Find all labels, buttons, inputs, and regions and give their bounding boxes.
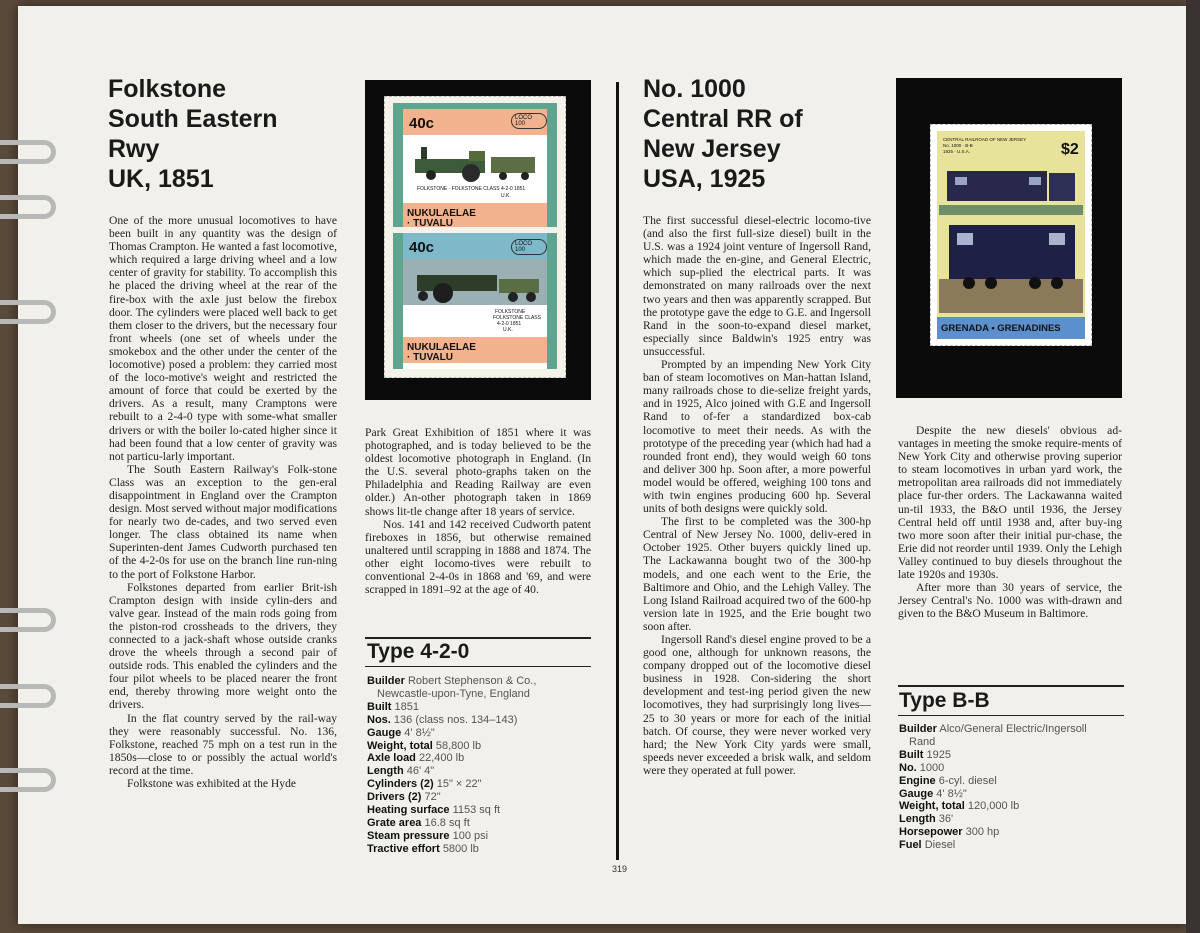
spec-label: Weight, total — [899, 800, 965, 813]
spec-value: 46' 4" — [406, 765, 435, 778]
spec-label: Built — [899, 748, 924, 761]
spec-row — [367, 727, 591, 740]
loco-badge: LOCO 100 — [511, 113, 547, 129]
spec-value: Alco/General Electric/Ingersoll — [939, 723, 1087, 735]
stamp-caption: 1925 · U.S.A. — [943, 149, 971, 154]
stamp-value: 40c — [409, 115, 435, 132]
title-line: Rwy — [108, 135, 160, 163]
spec-row — [367, 688, 591, 701]
spec-label: Steam pressure — [367, 829, 450, 842]
spec-label: Tractive effort — [367, 842, 440, 855]
title-line: USA, 1925 — [643, 165, 766, 193]
right-column-1 — [643, 214, 871, 777]
spec-label: Horsepower — [899, 826, 963, 839]
spec-label: Length — [899, 813, 936, 826]
stamp-caption: U.K. — [503, 327, 513, 333]
spec-value: Robert Stephenson & Co., — [407, 675, 537, 687]
left-column-1 — [109, 214, 337, 790]
left-column-2 — [365, 426, 591, 596]
spec-value: 6-cyl. diesel — [938, 774, 997, 787]
spec-row — [899, 788, 1123, 801]
steam-locomotive-illustration — [411, 139, 539, 183]
spec-value: 36' — [938, 813, 954, 826]
spec-label: Builder — [899, 723, 937, 735]
stamp-pair-tuvalu — [384, 96, 566, 378]
spec-row — [899, 800, 1123, 813]
stamp-caption: U.K. — [501, 193, 511, 199]
spec-value: 120,000 lb — [967, 800, 1020, 813]
paragraph: Despite the new diesels' obvious ad-vantages in meeting the smoke require-ments of New York City and otherwise proving superior to steam locomotives in urban yard work, the metropolitan area railroads did not immediately place fur-ther orders. The Lackawanna waited un-til 1933, the B&O until 1936, the Jersey Central held off until 1938 and, after buy-ing two more soon after their initial pur-chase, the Erie did not reorder until 1939. Only the Lehigh Valley continued to buy diesels throughout the late 1920s and 1930s. — [898, 424, 1122, 582]
right-title — [643, 74, 803, 194]
steam-locomotive-photo — [403, 259, 547, 305]
binder-edge — [1186, 0, 1200, 933]
title-line: South Eastern — [108, 105, 278, 133]
spec-value: 1851 — [394, 700, 419, 713]
spec-row — [367, 843, 591, 856]
spec-value: Newcastle-upon-Tyne, England — [377, 687, 530, 700]
spec-label: Fuel — [899, 839, 922, 852]
spec-label: Heating surface — [367, 804, 450, 817]
spec-row — [367, 765, 591, 778]
paragraph: Nos. 141 and 142 received Cudworth patent fireboxes in 1856, but otherwise remained unaltered until scrapping in 1888 and 1874. The other eight locomo-tives were rebuilt to conventional 2-4-0s in 1868 and '69, and were scrapped in 1891–92 at the age of 40. — [365, 517, 591, 597]
spec-label: Drivers (2) — [367, 791, 422, 804]
diesel-locomotive-illustration — [939, 165, 1083, 313]
spec-label: Gauge — [367, 726, 402, 739]
spec-row — [367, 675, 591, 688]
spec-rule — [898, 715, 1124, 716]
paragraph: Park Great Exhibition of 1851 where it was photographed, and is today believed to be the oldest locomotive photograph in England. (In the U.S. several photo-graphs taken on the Philadelphia and Reading Railway are even older.) An-other photograph taken in 1869 shows lit-tle change after 18 years of service. — [365, 426, 591, 518]
stamp-caption: FOLKSTONE CLASS — [493, 315, 541, 321]
spec-label: Nos. — [367, 713, 391, 726]
spec-row — [367, 701, 591, 714]
left-title — [108, 74, 277, 194]
spec-value: 5800 lb — [442, 842, 479, 855]
spec-label: Axle load — [367, 752, 416, 765]
spec-row — [367, 778, 591, 791]
spec-label: Weight, total — [367, 739, 433, 752]
spec-row — [367, 714, 591, 727]
spec-row — [899, 826, 1123, 839]
spec-value: 16.8 sq ft — [424, 816, 470, 829]
stamp-top — [393, 103, 557, 227]
spec-label: Cylinders (2) — [367, 778, 434, 791]
binder-ring — [0, 140, 56, 164]
title-line: No. 1000 — [643, 75, 746, 103]
spec-value: 4' 8½" — [404, 726, 435, 739]
stamp-country: NUKULAELAE · TUVALU — [407, 342, 476, 363]
stamp-value: $2 — [1061, 141, 1079, 158]
spec-rule — [365, 666, 591, 667]
spec-row — [367, 804, 591, 817]
spec-row — [367, 817, 591, 830]
column-divider — [616, 82, 619, 860]
spec-row — [899, 775, 1123, 788]
stamp-bottom — [393, 233, 557, 369]
binder-ring — [0, 195, 56, 219]
paragraph: After more than 30 years of service, the Jersey Central's No. 1000 was with-drawn and given to the B&O Museum in Baltimore. — [898, 581, 1122, 621]
title-line: Folkstone — [108, 75, 227, 103]
spec-label: No. — [899, 761, 917, 774]
spec-title: Type B-B — [899, 689, 990, 712]
spec-value: 15" × 22" — [436, 778, 482, 791]
spec-value: 300 hp — [965, 826, 1000, 839]
spec-rule — [365, 637, 591, 639]
binder-ring — [0, 300, 56, 324]
spec-value: Rand — [909, 735, 936, 748]
spec-label: Built — [367, 700, 392, 713]
spec-row — [899, 723, 1123, 736]
spec-value: 22,400 lb — [418, 752, 465, 765]
paragraph: In the flat country served by the rail-way they were reasonably successful. No. 136, Folkstone, reached 75 mph on a test run in the 1850s—close to or possibly the actual world's record at the time. — [109, 711, 337, 777]
stamp-country: GRENADA • GRENADINES — [941, 323, 1061, 334]
binder-ring — [0, 684, 56, 708]
title-line: Central RR of — [643, 105, 803, 133]
spec-label: Grate area — [367, 816, 422, 829]
spec-value: 100 psi — [452, 829, 489, 842]
stamp-caption: CENTRAL RAILROAD OF NEW JERSEY — [943, 137, 1027, 142]
stamp-caption: 4-2-0 1851 — [497, 321, 522, 327]
spec-label: Engine — [899, 774, 936, 787]
spec-row — [899, 749, 1123, 762]
spec-rule — [898, 685, 1124, 687]
spec-value: 4' 8½" — [936, 787, 967, 800]
spec-row — [899, 839, 1123, 852]
spec-row — [367, 830, 591, 843]
paragraph: The first to be completed was the 300-hp Central of New Jersey No. 1000, deliv-ered in October 1925. Other buyers quickly lined up. The Lackawanna bought two of the 300-hp models, and one each went to the Erie, the Baltimore and Ohio, and the Lehigh Valley. The Long Island Railroad acquired two of the 600-hp version late in 1925, and the Erie bought two soon after. — [643, 515, 871, 633]
spec-value: 1925 — [926, 748, 951, 761]
paragraph: One of the more unusual locomotives to have been built in any quantity was the design of Thomas Crampton. He wanted a fast locomotive, which required a large driving wheel and a low center of gravity for stability. To accomplish this he placed the driving wheel at the rear of the fire-box with the axle just below the firebox door. The cylinders were placed well back to get them closer to the drivers, but the necessary four front wheels (one set of wheels under the smokebox and the other under the center of the locomotive) posed a problem: they carried most of the loco-motive's weight and restricted the amount of force that could be exerted by the drivers. As a result, many Cramptons were rebuilt to a 2-4-0 type with some-what smaller drivers or with the boiler lo-cated higher since it had been found that a low center of gravity was not particu-larly important. — [109, 214, 337, 463]
page-number: 319 — [612, 864, 628, 874]
spec-value: 1000 — [919, 761, 945, 774]
stamp-caption: No. 1000 · B-B — [943, 143, 973, 148]
stamp-caption: FOLKSTONE — [495, 309, 526, 315]
stamp-value: 40c — [409, 239, 435, 256]
paragraph: Ingersoll Rand's diesel engine proved to be a good one, although for unknown reasons, the company dropped out of the locomotive diesel business in 1928. Con-sidering the short development and test-ing period given the new locomotives, they had surprisingly long lives—25 to 30 years or more for each of the initial batch. Of course, they were never worked very hard; the New York City yards were small, speeds never exceeded a brisk walk, and seldom were they operated at full power. — [643, 633, 871, 777]
spec-label: Length — [367, 765, 404, 778]
spec-value: 1153 sq ft — [452, 804, 501, 817]
spec-label: Builder — [367, 675, 405, 687]
spec-list-right — [899, 723, 1123, 852]
stamp-country: NUKULAELAE · TUVALU — [407, 208, 476, 229]
spec-row — [899, 762, 1123, 775]
paragraph: Prompted by an impending New York City ban of steam locomotives on Man-hattan Island, many railroads chose to die-selize freight yards, and in 1925, Alco joined with G.E and Ingersoll Rand to of-fer a standardized box-cab locomotive to meet their needs. As with the prototype of the preceding year (which had had a rounded front end), they would weigh 60 tons and deliver 300 hp. Soon after, a more powerful model would be offered, weighing 100 tons and with twin engines producing 600 hp. Several units of both designs were quickly sold. — [643, 358, 871, 516]
spec-title: Type 4-2-0 — [367, 640, 470, 663]
paragraph: The South Eastern Railway's Folk-stone Class was an exception to the gen-eral disappointment in England over the Crampton design. Most served without major modifications for nearly two de-cades, and two served even longer. The class obtained its name when Superinten-dent James Cudworth purchased ten of the 4-2-0s for use on the branch line run-ning to the port of Folkstone Harbor. — [109, 462, 337, 581]
stamp-caption: FOLKSTONE · FOLKSTONE CLASS 4-2-0 1851 — [417, 186, 526, 192]
spec-value: 72" — [424, 791, 441, 804]
spec-list-left — [367, 675, 591, 856]
spec-label: Gauge — [899, 787, 934, 800]
spec-value: 58,800 lb — [435, 739, 482, 752]
binder-ring — [0, 608, 56, 632]
binder-ring — [0, 768, 56, 792]
title-line: New Jersey — [643, 135, 781, 163]
paragraph: The first successful diesel-electric locomo-tive (and also the first full-size diesel) built in the U.S. was a 1924 joint venture of Ingersoll Rand, which made the en-gine, and General Electric, which sup-plied the electrical parts. It was demonstrated on many railroads over the next two years and then was apparently scrapped. But the prototype gave the edge to G.E. and Ingersoll Rand in the soon-to-expand diesel market, especially since Baldwin's 1925 entry was unsuccessful. — [643, 214, 871, 358]
paragraph: Folkstone was exhibited at the Hyde — [127, 777, 297, 791]
loco-badge: LOCO 100 — [511, 239, 547, 255]
spec-value: Diesel — [924, 839, 956, 852]
spec-row — [367, 752, 591, 765]
right-column-2 — [898, 424, 1122, 620]
spec-row — [367, 791, 591, 804]
spec-row — [899, 736, 1123, 749]
title-line: UK, 1851 — [108, 165, 214, 193]
spec-value: 136 (class nos. 134–143) — [393, 713, 518, 726]
paragraph: Folkstones departed from earlier Brit-ish Crampton design with inside cylin-ders and valve gear. Instead of the main rods going from the piston-rod crossheads to the drivers, they connected to a jack-shaft whose outside cranks drove the wheels through a second pair of outside rods. This enabled the cylinders and the four pilot wheels to be placed nearer the front end, thereby throwing more weight onto the drivers. — [109, 580, 337, 712]
spec-row — [899, 813, 1123, 826]
stamp-grenada — [930, 124, 1092, 346]
spec-row — [367, 740, 591, 753]
